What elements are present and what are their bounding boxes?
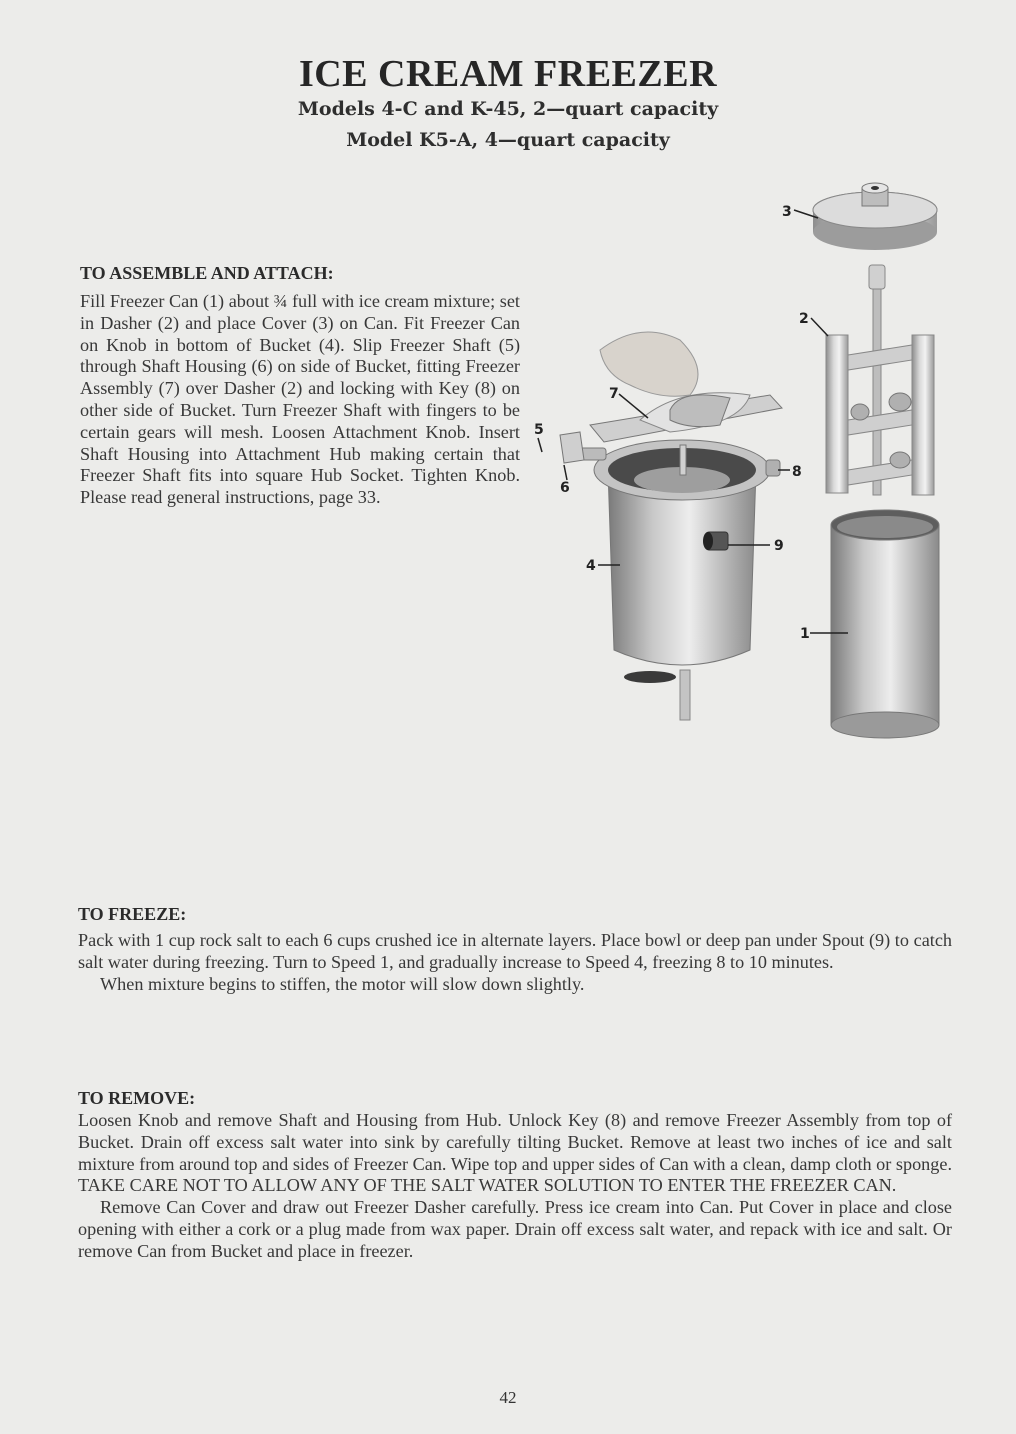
- page-subtitle-models-2qt: Models 4-C and K-45, 2—quart capacity: [297, 98, 719, 120]
- svg-text:9: 9: [774, 538, 784, 554]
- remove-paragraph-2: Remove Can Cover and draw out Freezer Dasher carefully. Press ice cream into Can. Put Cover in place and close opening with either a cork or a plug made from wax paper. Drain off excess salt water, and repack with ice and salt. Or remove Can from Bucket and place in freezer.: [78, 1197, 952, 1261]
- page-subtitle-model-4qt: Model K5-A, 4—quart capacity: [346, 129, 670, 151]
- svg-text:2: 2: [799, 311, 809, 327]
- cover-part: [813, 183, 937, 250]
- callout-8: [778, 464, 802, 480]
- remove-paragraph-1: Loosen Knob and remove Shaft and Housing from Hub. Unlock Key (8) and remove Freezer Assembly from top of Bucket. Drain off excess salt water into sink by carefully tilting Bucket. Remove at least two inches of ice and salt mixture from around top and sides of Freezer Can. Wipe top and upper sides of Can with a clean, damp cloth or sponge. TAKE CARE NOT TO ALLOW ANY OF THE SALT WATER SOLUTION TO ENTER THE FREEZER CAN.: [78, 1110, 952, 1196]
- bucket-part: [560, 432, 780, 720]
- freeze-heading: TO FREEZE:: [78, 904, 187, 924]
- freezer-exploded-diagram: [520, 170, 960, 750]
- svg-text:1: 1: [800, 626, 810, 642]
- freeze-paragraph-2: When mixture begins to stiffen, the motor will slow down slightly.: [100, 973, 585, 994]
- page-number: 42: [499, 1388, 517, 1407]
- svg-text:4: 4: [586, 558, 596, 574]
- callout-6: [560, 465, 570, 496]
- freeze-text: [78, 930, 952, 995]
- assemble-text: [80, 291, 520, 509]
- dasher-part: [826, 265, 934, 495]
- svg-text:6: 6: [560, 480, 570, 496]
- remove-text: [78, 1110, 952, 1263]
- callout-5: [534, 422, 544, 452]
- svg-text:7: 7: [609, 386, 619, 402]
- remove-heading: TO REMOVE:: [78, 1088, 196, 1108]
- callout-2: [799, 311, 828, 336]
- svg-text:8: 8: [792, 464, 802, 480]
- freeze-paragraph-1: Pack with 1 cup rock salt to each 6 cups crushed ice in alternate layers. Place bowl or deep pan under Spout (9) to catch salt water during freezing. Turn to Speed 1, and gradually increase to Speed 4, freezing 8 to 10 minutes.: [78, 930, 952, 972]
- assemble-heading: TO ASSEMBLE AND ATTACH:: [80, 263, 334, 283]
- svg-text:3: 3: [782, 204, 792, 220]
- freezer-can-part: [831, 510, 939, 738]
- svg-text:5: 5: [534, 422, 544, 438]
- freezer-assembly-part: [590, 332, 782, 442]
- callout-7: [609, 386, 648, 418]
- callout-3: [782, 204, 818, 220]
- assemble-paragraph: Fill Freezer Can (1) about ¾ full with ice cream mixture; set in Dasher (2) and place Cover (3) on Can. Fit Freezer Can on Knob in bottom of Bucket (4). Slip Freezer Shaft (5) through Shaft Housing (6) on side of Bucket, fitting Freezer Assembly (7) over Dasher (2) and locking with Key (8) on other side of Bucket. Turn Freezer Shaft with fingers to be certain gears will mesh. Loosen Attachment Knob. Insert Shaft Housing into Attachment Hub making certain that Freezer Shaft fits into square Hub Socket. Tighten Knob. Please read general instructions, page 33.: [80, 291, 520, 508]
- page-title: ICE CREAM FREEZER: [298, 53, 718, 95]
